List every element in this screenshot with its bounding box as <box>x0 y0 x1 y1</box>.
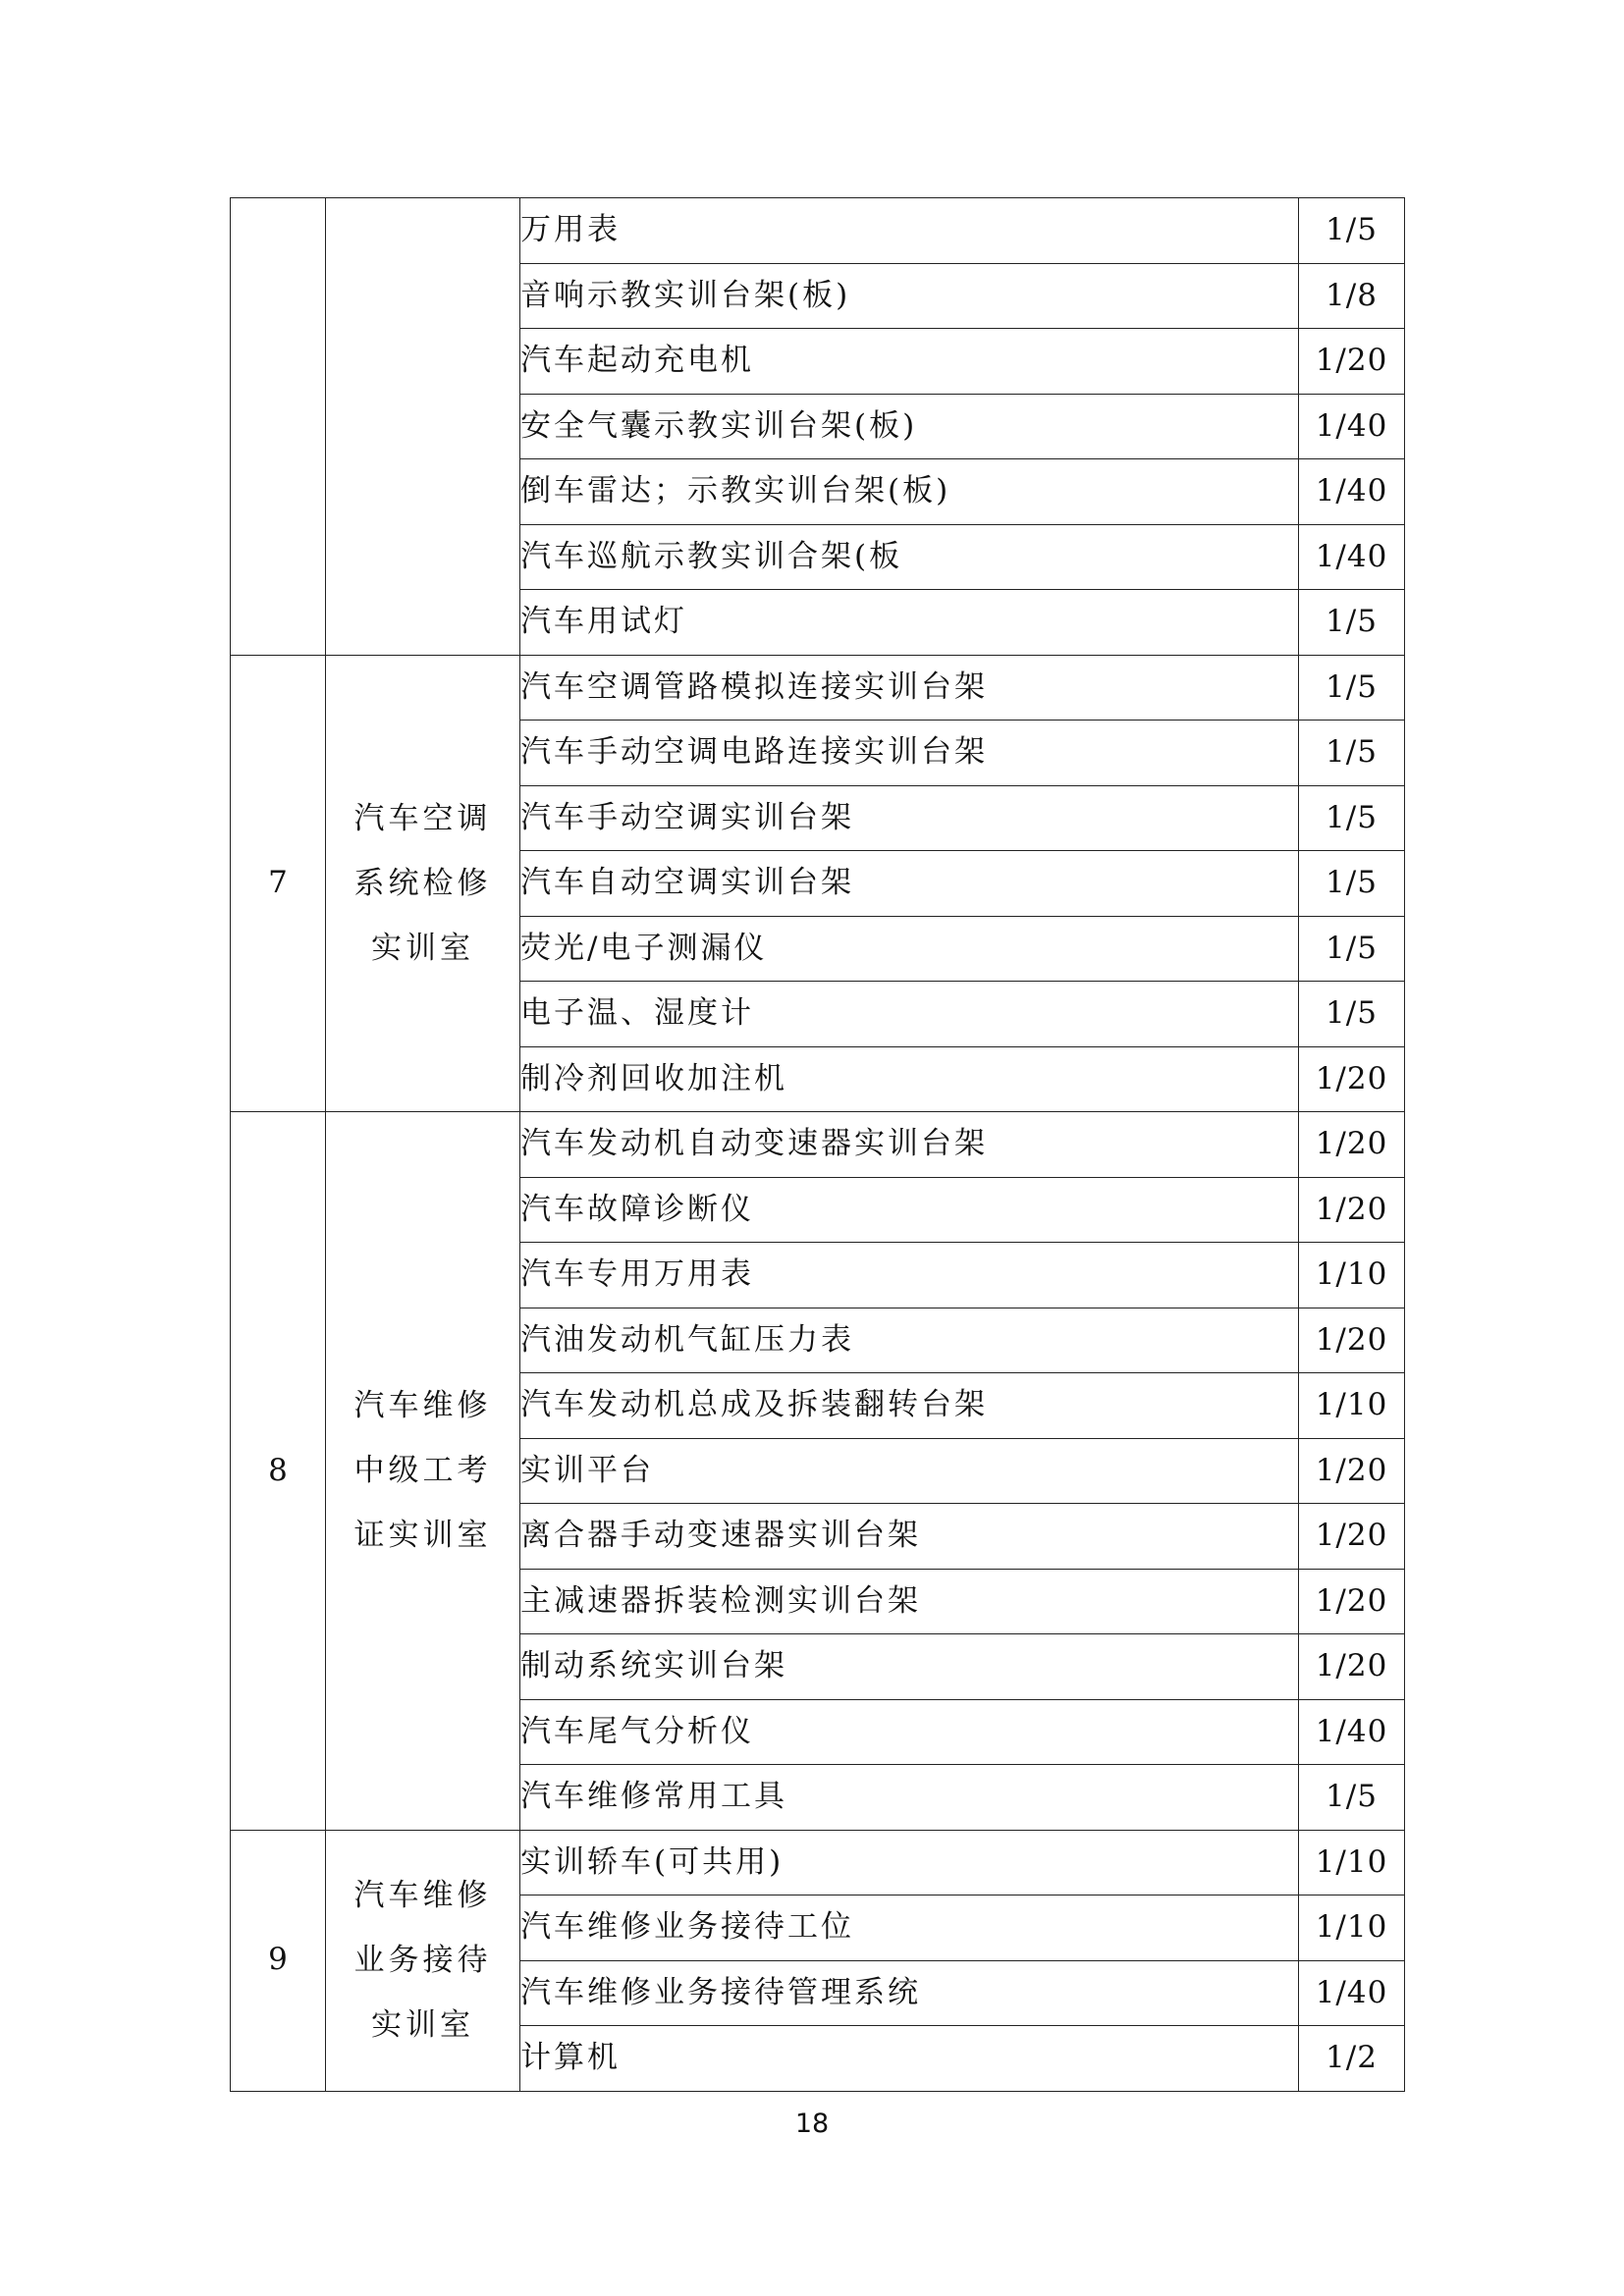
group-number-cell <box>231 198 326 656</box>
training-room-name: 汽车空调系统检修实训室 <box>353 800 492 966</box>
equipment-name-cell: 汽车维修业务接待管理系统 <box>520 1960 1299 2026</box>
equipment-name-cell: 实训平台 <box>520 1438 1299 1504</box>
equipment-name-cell: 制动系统实训台架 <box>520 1634 1299 1700</box>
equipment-ratio-cell: 1/10 <box>1299 1243 1405 1308</box>
training-room-name: 汽车维修中级工考证实训室 <box>353 1388 492 1554</box>
equipment-ratio-cell: 1/2 <box>1299 2026 1405 2092</box>
equipment-name-cell: 计算机 <box>520 2026 1299 2092</box>
training-room-cell <box>326 655 520 1112</box>
equipment-ratio-cell: 1/40 <box>1299 459 1405 525</box>
equipment-name-cell: 主减速器拆装检测实训台架 <box>520 1569 1299 1634</box>
equipment-ratio-cell: 1/40 <box>1299 394 1405 459</box>
equipment-ratio-cell: 1/8 <box>1299 263 1405 329</box>
equipment-ratio-cell: 1/5 <box>1299 655 1405 721</box>
equipment-ratio-cell: 1/40 <box>1299 1699 1405 1765</box>
group-number-cell: 8 <box>231 1112 326 1831</box>
equipment-name-cell: 汽车自动空调实训台架 <box>520 851 1299 917</box>
equipment-name-cell: 汽油发动机气缸压力表 <box>520 1308 1299 1373</box>
equipment-ratio-cell: 1/20 <box>1299 1634 1405 1700</box>
equipment-ratio-cell: 1/20 <box>1299 1308 1405 1373</box>
training-room-name: 汽车维修业务接待实训室 <box>353 1878 492 2043</box>
table-row <box>231 198 1405 264</box>
equipment-ratio-cell: 1/40 <box>1299 524 1405 590</box>
equipment-ratio-cell: 1/5 <box>1299 916 1405 982</box>
equipment-ratio-cell: 1/5 <box>1299 982 1405 1047</box>
equipment-name-cell: 汽车空调管路模拟连接实训台架 <box>520 655 1299 721</box>
equipment-name-cell: 汽车发动机总成及拆装翻转台架 <box>520 1373 1299 1439</box>
equipment-name-cell: 安全气囊示教实训台架(板) <box>520 394 1299 459</box>
equipment-name-cell: 汽车用试灯 <box>520 590 1299 656</box>
group-number-cell: 7 <box>231 655 326 1112</box>
equipment-ratio-cell: 1/20 <box>1299 1438 1405 1504</box>
equipment-ratio-cell: 1/5 <box>1299 721 1405 786</box>
equipment-ratio-cell: 1/40 <box>1299 1960 1405 2026</box>
training-room-cell <box>326 1830 520 2091</box>
equipment-name-cell: 实训轿车(可共用) <box>520 1830 1299 1896</box>
equipment-ratio-cell: 1/20 <box>1299 1504 1405 1570</box>
equipment-name-cell: 汽车手动空调实训台架 <box>520 785 1299 851</box>
equipment-ratio-cell: 1/10 <box>1299 1830 1405 1896</box>
equipment-name-cell: 汽车起动充电机 <box>520 329 1299 395</box>
equipment-table-body <box>231 198 1405 2092</box>
equipment-name-cell: 制冷剂回收加注机 <box>520 1046 1299 1112</box>
equipment-ratio-cell: 1/5 <box>1299 1765 1405 1831</box>
equipment-name-cell: 倒车雷达；示教实训台架(板) <box>520 459 1299 525</box>
equipment-name-cell: 荧光/电子测漏仪 <box>520 916 1299 982</box>
equipment-name-cell: 离合器手动变速器实训台架 <box>520 1504 1299 1570</box>
equipment-name-cell: 汽车维修业务接待工位 <box>520 1896 1299 1961</box>
equipment-ratio-cell: 1/20 <box>1299 1112 1405 1178</box>
equipment-ratio-cell: 1/20 <box>1299 329 1405 395</box>
equipment-ratio-cell: 1/5 <box>1299 590 1405 656</box>
equipment-name-cell: 汽车巡航示教实训合架(板 <box>520 524 1299 590</box>
table-row <box>231 1830 1405 1896</box>
equipment-ratio-cell: 1/20 <box>1299 1046 1405 1112</box>
equipment-name-cell: 汽车维修常用工具 <box>520 1765 1299 1831</box>
equipment-ratio-cell: 1/10 <box>1299 1896 1405 1961</box>
group-number-cell: 9 <box>231 1830 326 2091</box>
equipment-table <box>230 197 1405 2092</box>
equipment-name-cell: 万用表 <box>520 198 1299 264</box>
equipment-ratio-cell: 1/5 <box>1299 198 1405 264</box>
equipment-ratio-cell: 1/20 <box>1299 1569 1405 1634</box>
equipment-name-cell: 音响示教实训台架(板) <box>520 263 1299 329</box>
equipment-name-cell: 汽车发动机自动变速器实训台架 <box>520 1112 1299 1178</box>
training-room-cell <box>326 1112 520 1831</box>
equipment-name-cell: 汽车尾气分析仪 <box>520 1699 1299 1765</box>
equipment-name-cell: 汽车故障诊断仪 <box>520 1177 1299 1243</box>
equipment-ratio-cell: 1/5 <box>1299 785 1405 851</box>
page-number: 18 <box>794 2109 830 2139</box>
equipment-ratio-cell: 1/10 <box>1299 1373 1405 1439</box>
training-room-cell <box>326 198 520 656</box>
equipment-name-cell: 汽车专用万用表 <box>520 1243 1299 1308</box>
equipment-ratio-cell: 1/20 <box>1299 1177 1405 1243</box>
table-row <box>231 1112 1405 1178</box>
equipment-ratio-cell: 1/5 <box>1299 851 1405 917</box>
table-row <box>231 655 1405 721</box>
equipment-name-cell: 汽车手动空调电路连接实训台架 <box>520 721 1299 786</box>
equipment-name-cell: 电子温、湿度计 <box>520 982 1299 1047</box>
